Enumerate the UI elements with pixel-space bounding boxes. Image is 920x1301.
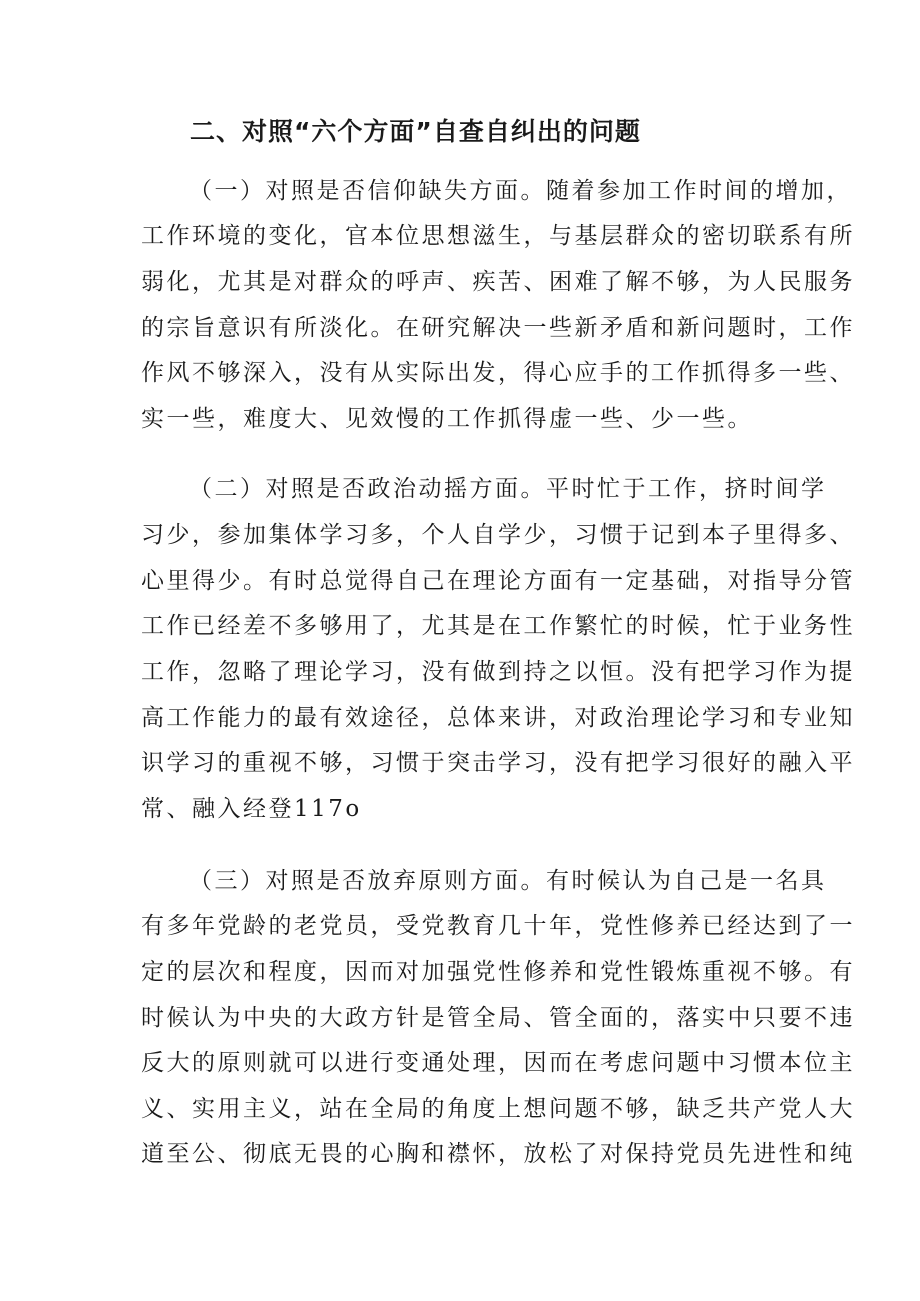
- paragraph-2-line-8: 常、融入经登117o: [141, 796, 362, 822]
- paragraph-1-line-4: 的宗旨意识有所淡化。在研究解决一些新矛盾和新问题时，工作: [141, 315, 855, 341]
- paragraph-2-line-7: 识学习的重视不够，习惯于突击学习，没有把学习很好的融入平: [141, 750, 855, 776]
- paragraph-2-line-2: 习少，参加集体学习多，个人自学少，习惯于记到本子里得多、: [141, 522, 855, 548]
- paragraph-1-line-5: 作风不够深入，没有从实际出发，得心应手的工作抓得多一些、: [141, 360, 855, 386]
- paragraph-3-line-4: 时候认为中央的大政方针是管全局、管全面的，落实中只要不违: [141, 1005, 855, 1031]
- paragraph-3-line-2: 有多年党龄的老党员，受党教育几十年，党性修养已经达到了一: [141, 913, 855, 939]
- paragraph-3-line-5: 反大的原则就可以进行变通处理，因而在考虑问题中习惯本位主: [141, 1050, 855, 1076]
- paragraph-2-line-4: 工作已经差不多够用了，尤其是在工作繁忙的时候，忙于业务性: [141, 613, 855, 639]
- paragraph-3-line-7: 道至公、彻底无畏的心胸和襟怀，放松了对保持党员先进性和纯: [141, 1141, 855, 1167]
- paragraph-3-line-1: （三）对照是否放弃原则方面。有时候认为自己是一名具: [189, 868, 827, 894]
- paragraph-2-line-6: 高工作能力的最有效途径，总体来讲，对政治理论学习和专业知: [141, 705, 855, 731]
- paragraph-3-line-6: 义、实用主义，站在全局的角度上想问题不够，缺乏共产党人大: [141, 1096, 855, 1122]
- paragraph-2-line-1: （二）对照是否政治动摇方面。平时忙于工作，挤时间学: [189, 476, 827, 502]
- paragraph-1-line-3: 弱化，尤其是对群众的呼声、疾苦、困难了解不够，为人民服务: [141, 269, 855, 295]
- section-heading: 二、对照“六个方面”自查自纠出的问题: [190, 117, 641, 146]
- paragraph-1-line-2: 工作环境的变化，官本位思想滋生，与基层群众的密切联系有所: [141, 223, 855, 249]
- paragraph-1-line-6: 实一些，难度大、见效慢的工作抓得虚一些、少一些。: [141, 406, 753, 432]
- paragraph-2-line-3: 心里得少。有时总觉得自己在理论方面有一定基础，对指导分管: [141, 568, 855, 594]
- paragraph-1-line-1: （一）对照是否信仰缺失方面。随着参加工作时间的增加，: [189, 178, 852, 204]
- paragraph-2-line-5: 工作，忽略了理论学习，没有做到持之以恒。没有把学习作为提: [141, 659, 855, 685]
- paragraph-3-line-3: 定的层次和程度，因而对加强党性修养和党性锻炼重视不够。有: [141, 959, 855, 985]
